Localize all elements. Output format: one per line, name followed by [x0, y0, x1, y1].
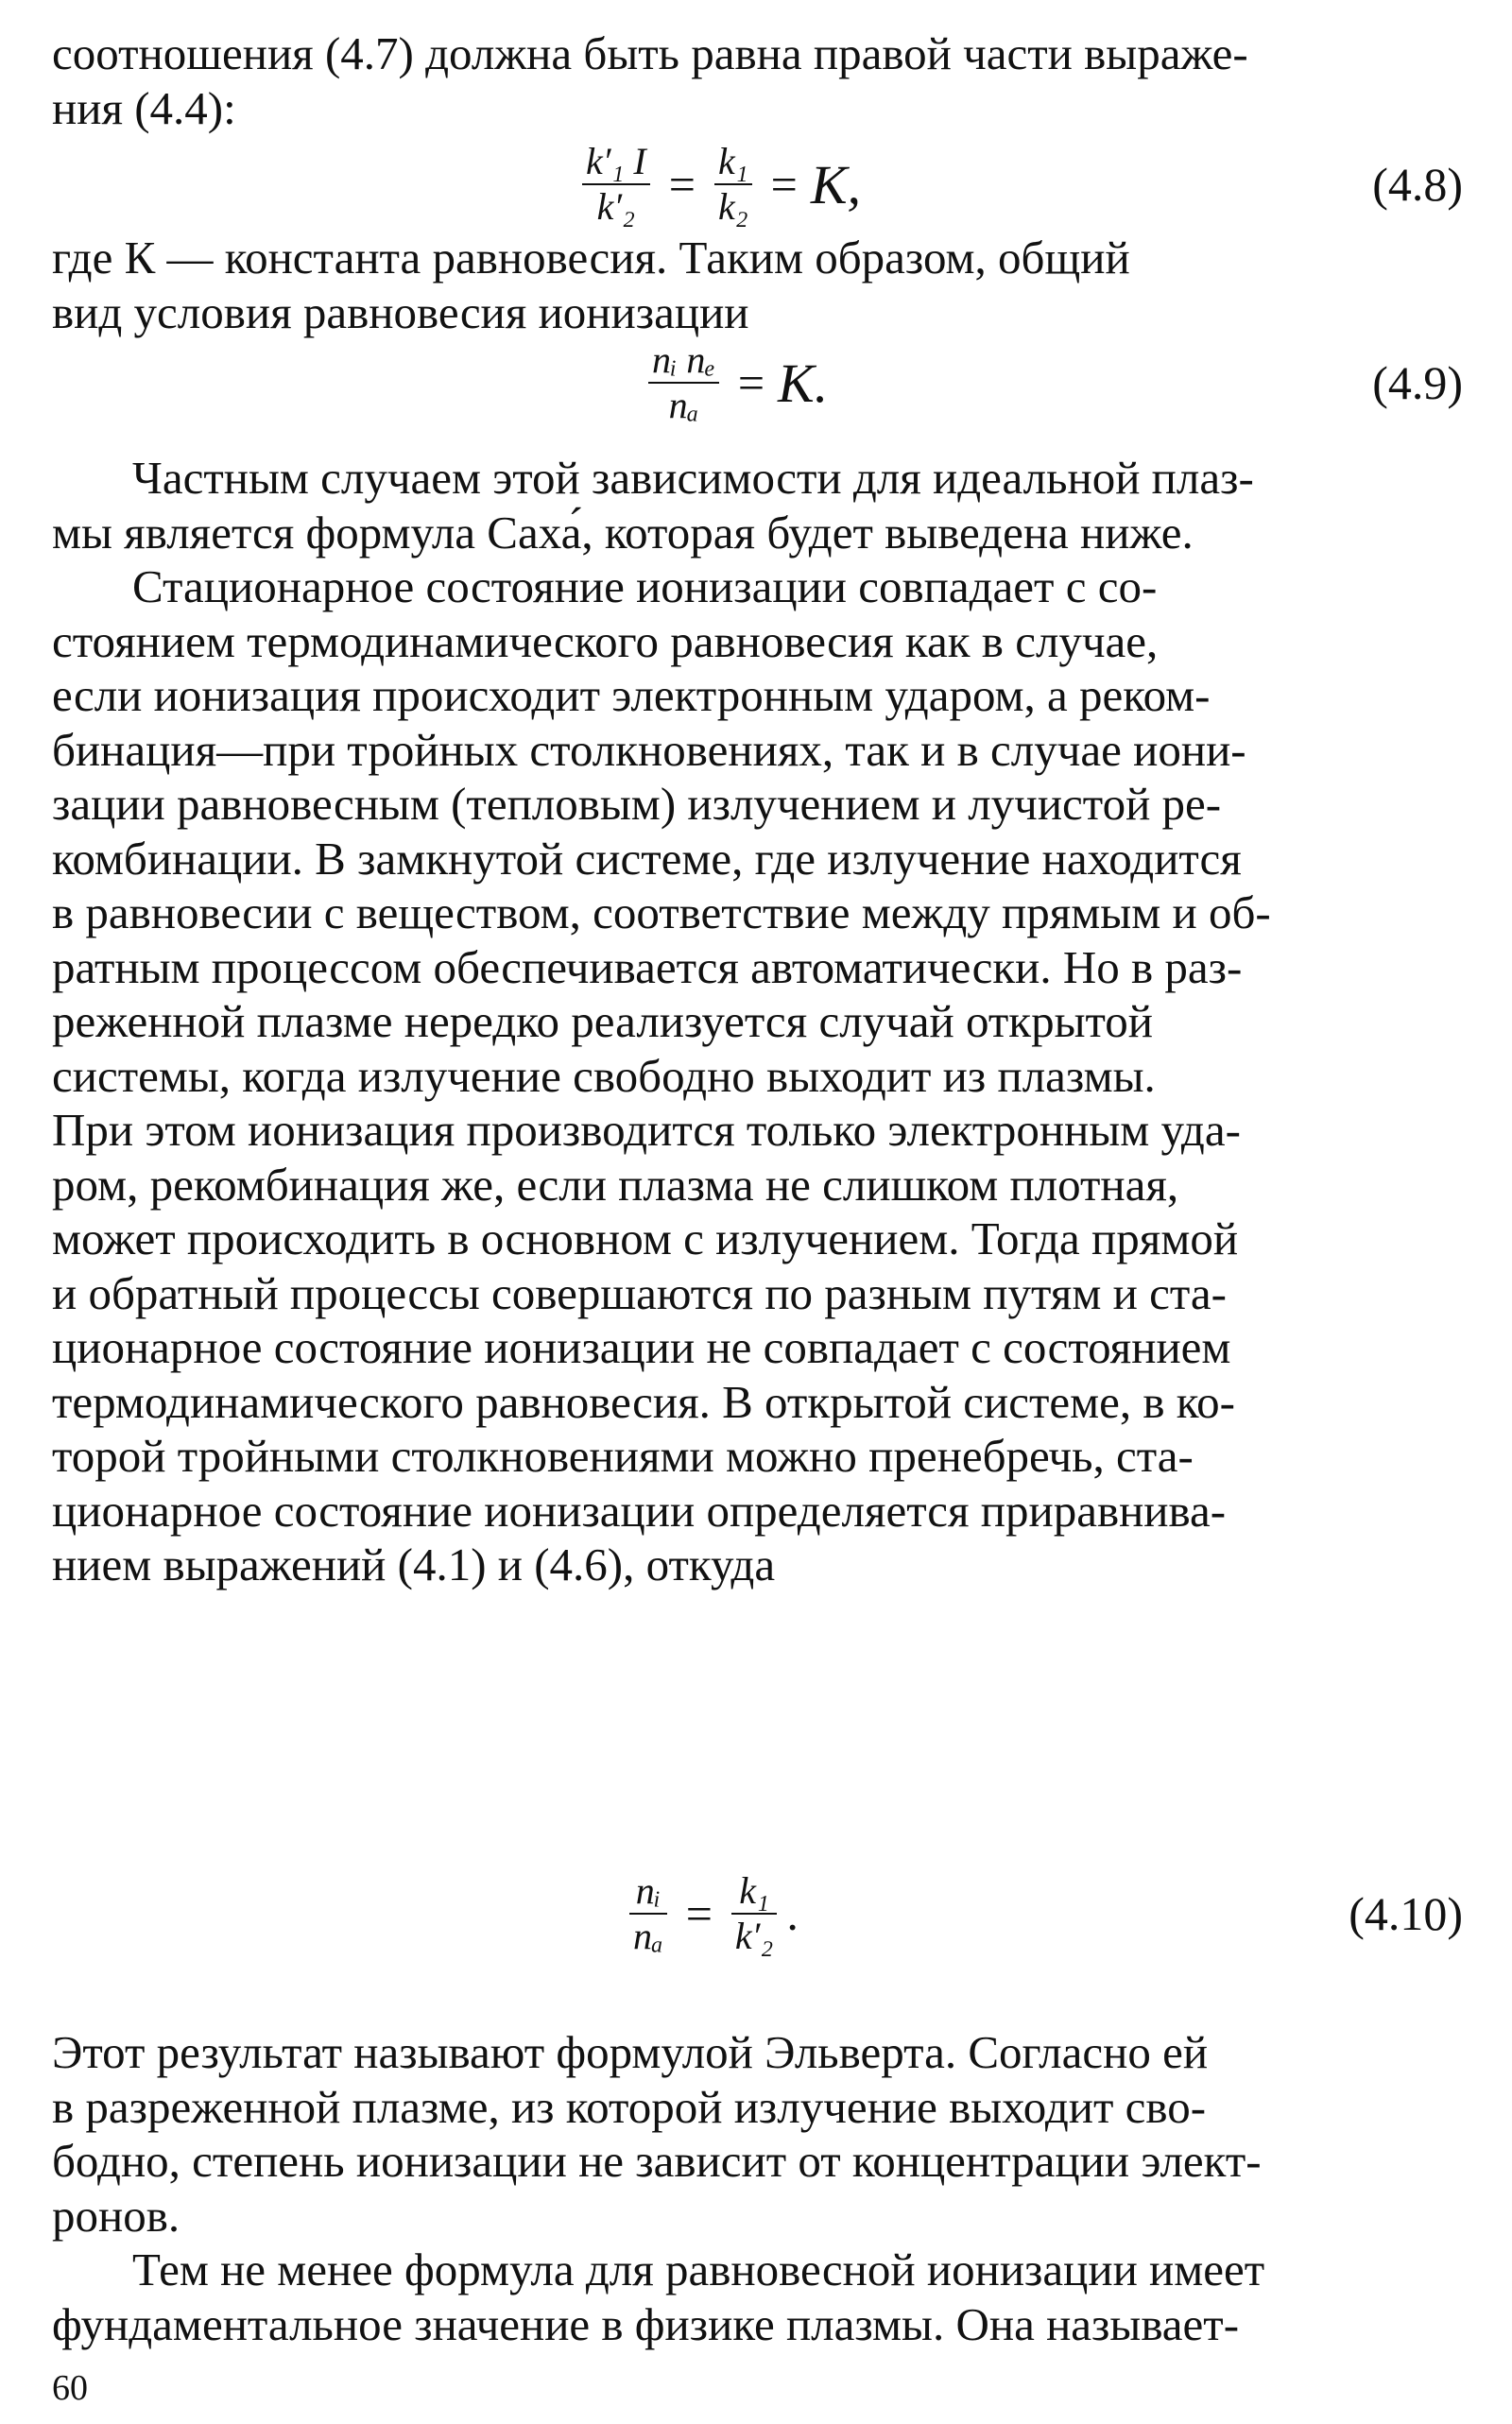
fraction-denominator: nₐ	[633, 1915, 663, 1957]
text-line: Частным случаем этой зависимости для идеальной плаз-	[132, 452, 1254, 504]
paragraph-5	[52, 2025, 1469, 2243]
text-line: бодно, степень ионизации не зависит от концентрации элект-	[52, 2135, 1262, 2187]
equation-4-8	[0, 123, 1512, 246]
fraction-numerator: nᵢ nₑ	[652, 338, 715, 381]
text-line: в равновесии с веществом, соответствие между прямым и об-	[52, 886, 1271, 938]
text-line: соотношения (4.7) должна быть равна правой части выраже-	[52, 27, 1248, 79]
equals-sign: =	[668, 158, 696, 211]
fraction-numerator: nᵢ	[635, 1869, 662, 1912]
fraction-k1-over-k2-prime	[731, 1869, 777, 1958]
text-line: в разреженной плазме, из которой излучение выходит сво-	[52, 2080, 1207, 2133]
text-line: Этот результат называют формулой Эльверта. Согласно ей	[52, 2026, 1209, 2078]
text-line: стоянием термодинамического равновесия как в случае,	[52, 614, 1159, 667]
equation-number: (4.9)	[1372, 356, 1463, 409]
text-line: ратным процессом обеспечивается автоматически. Но в раз-	[52, 940, 1243, 993]
text-line: мы является формула Саха́, которая будет выведена ниже.	[52, 506, 1194, 559]
text-line: Стационарное состояние ионизации совпадает с со-	[132, 560, 1158, 612]
fraction-k1-over-k2	[714, 140, 752, 229]
fraction-denominator: nₐ	[668, 384, 699, 426]
paragraph-3	[52, 451, 1469, 559]
text-line: ционарное состояние ионизации определяется приравнива-	[52, 1484, 1227, 1537]
fraction-denominator: k₂	[717, 185, 748, 228]
text-line: термодинамического равновесия. В открытой системе, в ко-	[52, 1375, 1235, 1428]
text-line: и обратный процессы совершаются по разным путям и ста-	[52, 1266, 1227, 1319]
page-number: 60	[52, 2368, 88, 2408]
text-line: ром, рекомбинация же, если плазма не слишком плотная,	[52, 1158, 1179, 1211]
paragraph-4	[52, 559, 1469, 1592]
text-line: комбинации. В замкнутой системе, где излучение находится	[52, 832, 1242, 885]
equation-number: (4.10)	[1349, 1887, 1463, 1940]
text-line: фундаментальное значение в физике плазмы. Она называет-	[52, 2297, 1240, 2350]
text-line: ционарное состояние ионизации не совпадает с состоянием	[52, 1321, 1231, 1373]
text-line: вид условия равновесия ионизации	[52, 285, 749, 338]
equilibrium-constant: K.	[778, 352, 829, 414]
equals-sign: =	[737, 356, 765, 409]
equals-sign: =	[770, 158, 798, 211]
text-line: При этом ионизация производится только электронным уда-	[52, 1104, 1241, 1156]
text-line: ния (4.4):	[52, 81, 236, 134]
text-line: нием выражений (4.1) и (4.6), откуда	[52, 1539, 776, 1590]
equation-4-10	[0, 1852, 1512, 1975]
fraction-numerator: k₁	[739, 1869, 769, 1912]
equation-4-9	[0, 321, 1512, 444]
text-line: может происходить в основном с излучением. Тогда прямой	[52, 1212, 1239, 1264]
fraction-ni-over-na	[629, 1869, 667, 1958]
fraction-ni-ne-over-na	[648, 338, 719, 427]
text-line: бинация—при тройных столкновениях, так и в случае иони-	[52, 723, 1246, 776]
text-line: где К — константа равновесия. Таким образом, общий	[52, 232, 1130, 284]
text-line: если ионизация происходит электронным ударом, а реком-	[52, 669, 1211, 721]
paragraph-1	[52, 26, 1469, 135]
text-line: зации равновесным (тепловым) излучением и лучистой ре-	[52, 778, 1222, 830]
fraction-numerator: k′₁ I	[586, 140, 646, 182]
fraction-numerator: k₁	[717, 140, 748, 182]
equilibrium-constant: K,	[810, 153, 861, 215]
fraction-k1-prime-I-over-k2-prime	[582, 140, 650, 229]
period: .	[786, 1887, 799, 1940]
text-line: системы, когда излучение свободно выходит из плазмы.	[52, 1049, 1156, 1102]
equation-number: (4.8)	[1372, 158, 1463, 211]
text-line: торой тройными столкновениями можно пренебречь, ста-	[52, 1430, 1194, 1482]
text-line: ронов.	[52, 2189, 180, 2242]
fraction-denominator: k′₂	[734, 1915, 774, 1957]
text-line: реженной плазме нередко реализуется случай открытой	[52, 995, 1154, 1047]
equals-sign: =	[685, 1887, 713, 1940]
text-line: Тем не менее формула для равновесной ионизации имеет	[132, 2243, 1265, 2295]
paragraph-6	[52, 2243, 1469, 2351]
fraction-denominator: k′₂	[596, 185, 636, 228]
